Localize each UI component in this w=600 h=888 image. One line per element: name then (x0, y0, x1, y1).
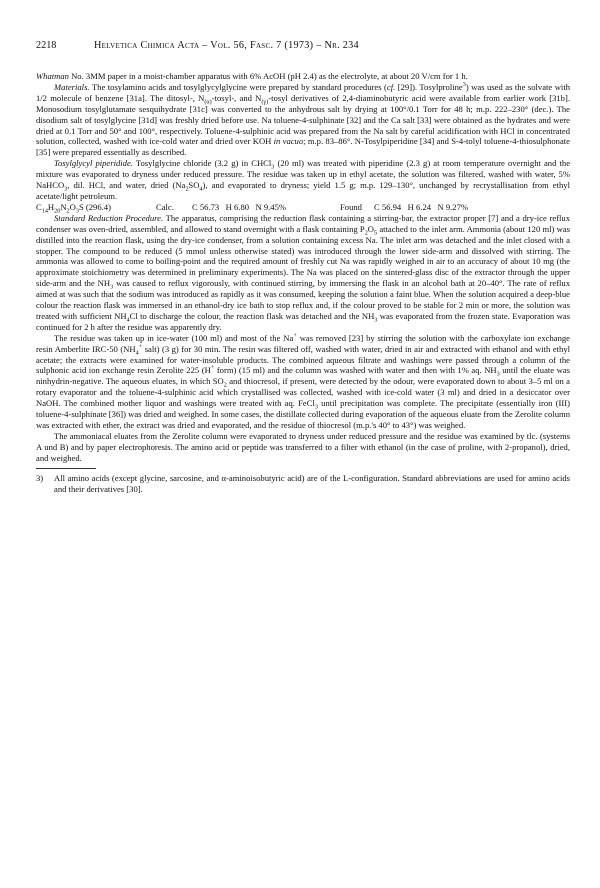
footnote-text: All amino acids (except glycine, sarcosine, and α-aminoisobutyric acid) are of the L-configuration. Standard abbreviations are used for amino acids and their derivatives [30]. (54, 472, 570, 494)
found-label: Found (340, 201, 362, 212)
calc-label: Calc. (156, 201, 174, 212)
paragraph: The ammoniacal eluates from the Zerolite column were evaporated to dryness under reduced pressure and the residue was examined by tlc. (systems A und B) and by paper electrophoresis. The amino acid or peptide was transferred to a filter with ethanol (in the case of proline, with 2-propanol), dried, and weighed. (36, 430, 570, 463)
page-number: 2218 (36, 40, 57, 51)
found-values: C 56.94 H 6.24 N 9.27% (374, 201, 469, 212)
paper-page (36, 40, 570, 494)
paragraph: Whatman No. 3MM paper in a moist-chamber apparatus with 6% AcOH (pH 2.4) as the electrolyte, at about 20 V/cm for 1 h. (36, 71, 468, 81)
running-title: Helvetica Chimica Acta – Vol. 56, Fasc. 7 (1973) – Nr. 234 (94, 40, 359, 51)
paragraph: Standard Reduction Procedure. The apparatus, comprising the reduction flask containing a stirring-bar, the extractor proper [7] and a dry-ice reflux condenser was oven-dried, assembled, and allowed to stand overnight with a flask containing $P_2O_5$ attached to the inlet arm. Ammonia (about 120 ml) was distilled into the reaction flask, using the dry-ice condenser, from a solution containing excess Na. The inlet arm was detached and the inlet closed with a stopper. The compound to be reduced (5 mmol unless otherwise stated) was introduced through the lower side-arm and dissolved with stirring. The ammonia was allowed to come to boiling-point and the required amount of freshly cut Na was rapidly weighed in air to an accuracy of about 10 mg (the approximate stoichiometry was determined in preliminary experiments). The Na was placed on the sintered-glass disc of the extractor through the upper side-arm and the $NH_3$ was caused to reflux vigorously, with continued stirring, by immersing the flask in an alcohol bath at 20–40°. The rate of reflux aimed at was such that the sodium was introduced as rapidly as it was consumed, keeping the solution a faint blue. When the solution acquired a deep-blue colour the reaction flask was immersed in an ethanol-dry ice bath to stop reflux and, if the colour proved to be stable for 2 min or more, the solution was treated with sufficient $NH_4Cl$ to discharge the colour, the reaction flask was detached and the $NH_3$ was evaporated from the frozen state. Evaporation was continued for 2 h after the residue was apparently dry. (36, 212, 570, 332)
molecular-formula: $C_{14}H_{20}N_2O_3S$ (296.4) (36, 201, 111, 215)
paragraph: Tosylglycyl piperidide. Tosylglycine chloride (3.2 g) in CHCl$_3$ (20 ml) was treated with piperidine (2.3 g) at room temperature overnight and the mixture was evaporated to dryness under reduced pressure. The residue was taken up in ethyl acetate, the solution was filtered, washed with water, 5% NaHCO$_3$, dil. HCl, and water, dried $(Na_2SO_4)$, and evaporated to dryness; yield 1.5 g; m.p. 129–130°, unchanged by recrystallisation from ethyl acetate/light petroleum. (36, 158, 571, 201)
body-text (36, 71, 570, 494)
footnote-rule (36, 468, 96, 469)
footnote-mark: 3) (36, 472, 44, 483)
paragraph: The residue was taken up in ice-water (100 ml) and most of the Na+ was removed [23] by stirring the solution with the carboxylate ion exchange resin Amberlite IRC-50 ($NH_4^+$ salt) (3 g) for 30 min. The resin was filtered off, washed with water, dried in air and extracted with ethanol and with ethyl acetate; the extracts were examined for water-insoluble products. The combined aqueous filtrate and washings were passed through a column of the sulphonic acid ion exchange resin Zerolite 225 (H+ form) (15 ml) and the column was washed with water and then with 1% aq. $NH_3$ until the eluate was ninhydrin-negative. The aqueous eluates, in which $SO_2$ and thiocresol, if present, were detected by the odour, were evaporated down to about 3–5 ml on a rotary evaporator and the toluene-4-sulphinic acid which crystallised was collected, washed with ice-cold water (3 ml) and dried in a desiccator over NaOH. The combined mother liquor and washings were treated with aq. FeCl$_3$ until precipitation was complete. The precipitate (essentially iron (III) toluene-4-sulphinate [36]) was dried and weighed. In some cases, the distillate collected during evaporation of the aqueous eluate from the Zerolite column was extracted with ether, the extract was dried and evaporated, and the residue of thiocresol (m.p.'s 40° to 43°) was weighed. (36, 331, 571, 430)
paragraph: Materials. The tosylamino acids and tosylglycylglycine were prepared by standard procedures (cf. [29]). Tosylproline$^3$) was used as the solvate with 1/2 molecule of benzene [31a]. The ditosyl-, $N_{(\alpha)}-tosyl-$, and $N_{(\gamma)}$-tosyl derivatives of 2,4-diaminobutyric acid were available from earlier work [31b]. Monosodium tosylglutamate sesquihydrate [31c] was converted to the anhydrous salt by drying at 100°/0.1 Torr for 48 h; m.p. 222–230° (dec.). The disodium salt of tosylglycine [31d] was freshly dried before use. Na toluene-4-sulphinate [32] and the Ca salt [33] were obtained as the hydrates and were dried at 0.1 Torr and 50° and 100°, respectively. Toluene-4-sulphinic acid was prepared from the Na salt by careful acidification with HCl in concentrated solution, collected, washed with ice-cold water and dried over KOH in vacuo; m.p. 83–86°. N-Tosylpiperidine [34] and S-4-tolyl toluene-4-thiosulphonate [35] were prepared essentially as described. (36, 81, 570, 158)
elemental-analysis (36, 202, 570, 213)
calc-values: C 56.73 H 6.80 N 9.45% (192, 201, 287, 212)
footnote (36, 473, 570, 495)
running-header (36, 40, 570, 56)
